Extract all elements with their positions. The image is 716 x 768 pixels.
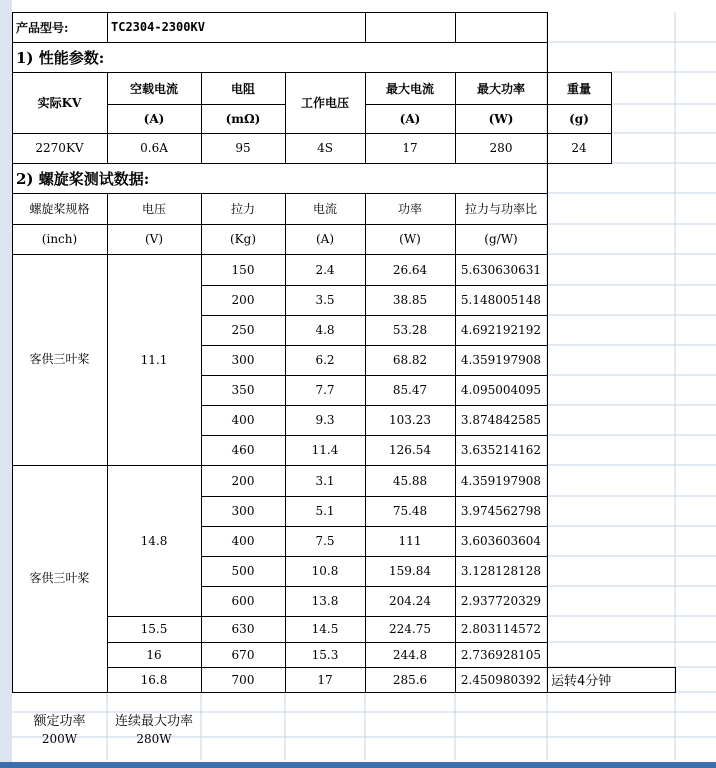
border-line [455,12,456,43]
group1-row-6-power: 126.54 [389,443,431,457]
group2-row-0-current: 3.1 [315,473,335,488]
group2-row-4-efficiency: 2.937720329 [460,594,542,608]
spec-value-voltage: 4S [317,141,333,155]
group2-row-0-power: 45.88 [392,473,428,488]
group1-row-3-efficiency: 4.359197908 [460,353,542,367]
group2-row-2-power: 111 [398,534,422,548]
group2-extra-row-0-current: 14.5 [311,622,339,636]
spec-header-max-current-unit: (A) [399,111,421,126]
group2-row-4-thrust: 600 [231,594,255,608]
spec-header-kv: 实际KV [37,96,82,110]
spec-header-max-current: 最大电流 [385,81,434,96]
group2-row-3-power: 159.84 [389,564,431,578]
spec-header-weight: 重量 [566,81,591,96]
group2-voltage: 14.8 [140,533,168,548]
border-line [365,12,366,43]
test-unit-voltage: (V) [144,232,164,246]
group1-row-4-power: 85.47 [392,383,428,397]
group1-row-0-thrust: 150 [231,262,255,277]
group2-row-1-current: 5.1 [315,504,335,518]
test-unit-prop: (inch) [41,232,78,246]
test-header-voltage: 电压 [141,202,166,216]
group1-row-3-current: 6.2 [315,353,335,367]
group2-row-3-thrust: 500 [231,564,255,578]
group1-row-6-thrust: 460 [231,443,255,457]
group2-extra-row-0-power: 224.75 [389,622,431,636]
group2-extra-row-2-efficiency: 2.450980392 [460,672,542,687]
border-line [12,692,676,693]
group1-prop: 客供三叶桨 [29,352,90,366]
test-unit-efficiency: (g/W) [484,232,518,246]
group2-row-1-power: 75.48 [392,504,428,518]
border-line [12,254,13,466]
group1-row-5-thrust: 400 [231,413,255,427]
border-line [547,193,548,255]
border-line [12,465,13,693]
test-header-thrust: 拉力 [230,202,255,216]
test-header-efficiency: 拉力与功率比 [464,202,537,216]
group1-row-2-power: 53.28 [392,323,428,337]
group2-row-1-thrust: 300 [231,504,255,518]
test-unit-thrust: (Kg) [229,232,256,246]
group2-extra-row-2-voltage: 16.8 [140,672,168,687]
spec-value-noload-current: 0.6A [140,141,168,155]
spec-value-weight: 24 [571,141,587,155]
group1-row-4-efficiency: 4.095004095 [460,383,542,397]
border-line [547,12,548,43]
continuous-power-label: 连续最大功率 [114,713,193,729]
group2-extra-row-1-thrust: 670 [231,647,255,662]
group2-row-4-current: 13.8 [311,594,339,608]
group1-row-6-current: 11.4 [311,443,339,457]
group2-extra-row-1-power: 244.8 [392,647,428,662]
duration-note: 运转4分钟 [551,674,612,689]
spec-header-resistance-unit: (mΩ) [225,111,261,126]
group1-row-1-current: 3.5 [315,293,335,307]
border-line [611,72,612,164]
spec-header-resistance: 电阻 [230,81,255,96]
group2-extra-row-0-efficiency: 2.803114572 [460,622,542,636]
window-bottom-bar [0,762,716,768]
group1-row-5-efficiency: 3.874842585 [460,413,542,427]
section1-title: 1) 性能参数: [16,48,105,67]
test-unit-current: (A) [315,232,335,246]
border-line [547,163,548,194]
spec-value-resistance: 95 [235,141,251,155]
group1-row-1-efficiency: 5.148005148 [460,293,542,307]
group2-row-0-efficiency: 4.359197908 [460,473,542,488]
group2-row-2-thrust: 400 [231,534,255,548]
spec-value-kv: 2270KV [35,141,84,155]
group2-row-1-efficiency: 3.974562798 [460,504,542,518]
group2-row-3-current: 10.8 [311,564,339,578]
group2-extra-row-0-voltage: 15.5 [140,622,168,636]
continuous-power-value: 280W [136,732,172,746]
border-line [547,254,548,466]
group1-row-3-thrust: 300 [231,353,255,367]
group2-row-3-efficiency: 3.128128128 [460,564,542,578]
group1-row-2-current: 4.8 [315,323,335,337]
spec-header-voltage: 工作电压 [300,96,349,110]
border-line [675,667,676,693]
spec-header-weight-unit: (g) [569,111,589,126]
test-header-current: 电流 [312,202,337,216]
group1-row-1-thrust: 200 [231,293,255,307]
spec-header-noload-current: 空载电流 [129,81,178,96]
group2-row-2-efficiency: 3.603603604 [460,534,542,548]
group2-row-4-power: 204.24 [389,594,431,608]
rated-power-label: 额定功率 [33,713,86,729]
test-unit-power: (W) [399,232,421,246]
group1-row-2-thrust: 250 [231,323,255,337]
product-label: 产品型号: [16,20,69,35]
group2-prop: 客供三叶桨 [29,571,90,585]
group1-voltage: 11.1 [140,352,168,367]
group2-extra-row-2-current: 17 [317,672,333,687]
spec-header-max-power-unit: (W) [488,111,514,126]
group1-row-0-current: 2.4 [315,262,335,277]
spec-header-max-power: 最大功率 [476,81,525,96]
group2-row-2-current: 7.5 [315,534,335,548]
test-header-power: 功率 [397,202,422,216]
rated-power-value: 200W [41,732,78,746]
group1-row-5-power: 103.23 [389,413,431,427]
group2-extra-row-1-voltage: 16 [146,647,162,662]
spec-header-noload-current-unit: (A) [143,111,165,126]
group1-row-4-current: 7.7 [315,383,335,397]
spec-value-max-power: 280 [489,141,513,155]
group1-row-6-efficiency: 3.635214162 [460,443,542,457]
group2-extra-row-1-efficiency: 2.736928105 [460,647,542,662]
spec-value-max-current: 17 [402,141,418,155]
group2-extra-row-2-power: 285.6 [392,672,428,687]
group1-row-4-thrust: 350 [231,383,255,397]
test-header-prop: 螺旋桨规格 [29,202,90,216]
section2-title: 2) 螺旋桨测试数据: [16,169,150,188]
group1-row-3-power: 68.82 [392,353,428,367]
group2-extra-row-0-thrust: 630 [231,622,255,636]
group1-row-0-efficiency: 5.630630631 [460,262,542,277]
group1-row-0-power: 26.64 [392,262,428,277]
border-line [547,465,548,693]
group1-row-1-power: 38.85 [392,293,428,307]
group1-row-5-current: 9.3 [315,413,335,427]
product-model: TC2304-2300KV [111,20,205,34]
group2-extra-row-1-current: 15.3 [311,647,339,662]
group2-extra-row-2-thrust: 700 [231,672,255,687]
border-line [547,42,548,73]
group1-row-2-efficiency: 4.692192192 [460,323,542,337]
group2-row-0-thrust: 200 [231,473,255,488]
